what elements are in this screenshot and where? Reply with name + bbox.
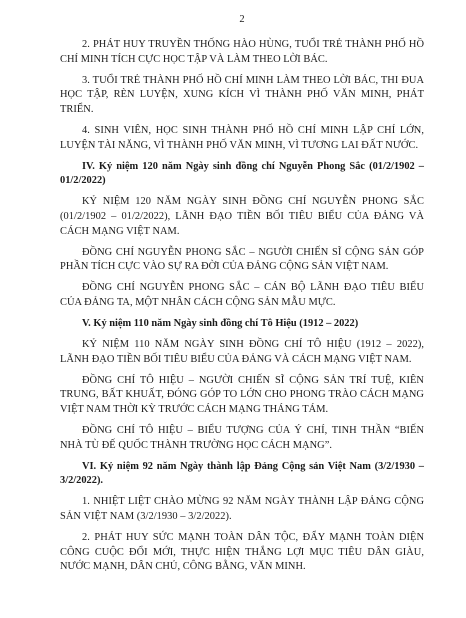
slogan-item: KỶ NIỆM 110 NĂM NGÀY SINH ĐỒNG CHÍ TÔ HIỆU (1912 – 2022), LÃNH ĐẠO TIỀN BỐI TIÊU BIỂU CỦA ĐẢNG VÀ CÁCH MẠNG VIỆT NAM. xyxy=(60,339,424,365)
slogan-item: ĐỒNG CHÍ NGUYỄN PHONG SẮC – CÁN BỘ LÃNH ĐẠO TIÊU BIỂU CỦA ĐẢNG TA, MỘT NHÂN CÁCH CỘNG SẢN MẪU MỰC. xyxy=(60,282,424,308)
slogan-item: ĐỒNG CHÍ TÔ HIỆU – BIỂU TƯỢNG CỦA Ý CHÍ, TINH THẦN “BIẾN NHÀ TÙ ĐẾ QUỐC THÀNH TRƯỜNG HỌC CÁCH MẠNG”. xyxy=(60,425,424,451)
slogan-item: 1. NHIỆT LIỆT CHÀO MỪNG 92 NĂM NGÀY THÀNH LẬP ĐẢNG CỘNG SẢN VIỆT NAM (3/2/1930 – 3/2/2022). xyxy=(60,496,424,523)
slogan-item: KỶ NIỆM 120 NĂM NGÀY SINH ĐỒNG CHÍ NGUYỄN PHONG SẮC (01/2/1902 – 01/2/2022), LÃNH ĐẠO TIỀN BỐI TIÊU BIỂU CỦA ĐẢNG VÀ CÁCH MẠNG VIỆT NAM. xyxy=(60,196,424,237)
slogan-item: ĐỒNG CHÍ NGUYỄN PHONG SẮC – NGƯỜI CHIẾN SĨ CỘNG SẢN GÓP PHẦN TÍCH CỰC VÀO SỰ RA ĐỜI CỦA ĐẢNG CỘNG SẢN VIỆT NAM. xyxy=(60,246,424,273)
slogan-item: ĐỒNG CHÍ TÔ HIỆU – NGƯỜI CHIẾN SĨ CỘNG SẢN TRÍ TUỆ, KIÊN TRUNG, BẤT KHUẤT, ĐÓNG GÓP TO LỚN CHO PHONG TRÀO CÁCH MẠNG VIỆT NAM THỜI KỲ TRƯỚC CÁCH MẠNG THÁNG TÁM. xyxy=(60,374,424,415)
section-heading-v: V. Kỷ niệm 110 năm Ngày sinh đồng chí Tô Hiệu (1912 – 2022) xyxy=(82,318,359,329)
page-number: 2 xyxy=(239,14,245,25)
slogan-item: 2. PHÁT HUY SỨC MẠNH TOÀN DÂN TỘC, ĐẨY MẠNH TOÀN DIỆN CÔNG CUỘC ĐỔI MỚI, THỰC HIỆN THẮNG LỢI MỤC TIÊU DÂN GIÀU, NƯỚC MẠNH, DÂN CHỦ, CÔNG BẰNG, VĂN MINH. xyxy=(60,532,424,573)
section-heading-iv: IV. Kỷ niệm 120 năm Ngày sinh đồng chí Nguyễn Phong Sắc (01/2/1902 – 01/2/2022) xyxy=(60,160,424,187)
slogan-item: 3. TUỔI TRẺ THÀNH PHỐ HỒ CHÍ MINH LÀM THEO LỜI BÁC, THI ĐUA HỌC TẬP, RÈN LUYỆN, XUNG KÍCH VÌ THÀNH PHỐ VĂN MINH, PHÁT TRIỂN. xyxy=(60,74,424,115)
section-heading-vi: VI. Kỷ niệm 92 năm Ngày thành lập Đảng Cộng sản Việt Nam (3/2/1930 – 3/2/2022). xyxy=(60,460,424,487)
slogan-item: 4. SINH VIÊN, HỌC SINH THÀNH PHỐ HỒ CHÍ MINH LẬP CHÍ LỚN, LUYỆN TÀI NĂNG, VÌ THÀNH PHỐ VĂN MINH, VÌ TƯƠNG LAI ĐẤT NƯỚC. xyxy=(60,124,424,151)
slogan-item: 2. PHÁT HUY TRUYỀN THỐNG HÀO HÙNG, TUỔI TRẺ THÀNH PHỐ HỒ CHÍ MINH TÍCH CỰC HỌC TẬP VÀ LÀM THEO LỜI BÁC. xyxy=(60,39,424,65)
